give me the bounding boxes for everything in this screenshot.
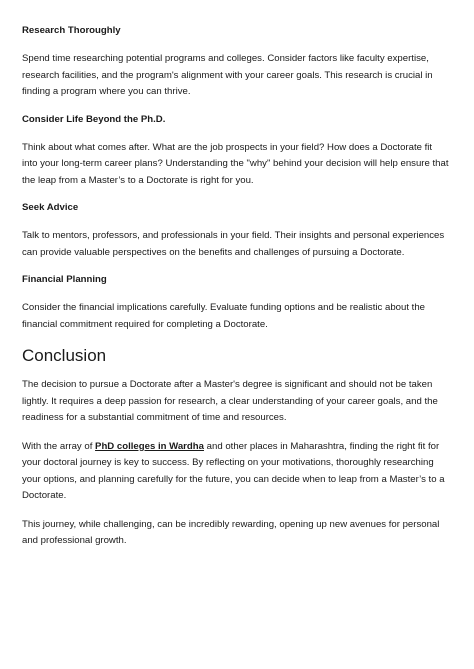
section-conclusion xyxy=(22,345,450,550)
section-body: Spend time researching potential programs and colleges. Consider factors like faculty expertise, research facilities, and the program's alignment with your career goals. This research is crucial in finding a program where you can thrive. xyxy=(22,53,433,97)
section-seek-advice xyxy=(22,201,450,261)
section-heading: Research Thoroughly xyxy=(22,25,121,36)
section-heading: Financial Planning xyxy=(22,274,107,285)
conclusion-paragraph-3: This journey, while challenging, can be incredibly rewarding, opening up new avenues for personal and professional growth. xyxy=(22,518,440,546)
section-financial-planning xyxy=(22,273,450,333)
phd-colleges-wardha-link[interactable]: PhD colleges in Wardha xyxy=(95,440,204,452)
conclusion-title: Conclusion xyxy=(22,346,107,365)
section-research xyxy=(22,24,450,101)
section-body: Consider the financial implications carefully. Evaluate funding options and be realistic about the financial commitment required for completing a Doctorate. xyxy=(22,302,425,330)
section-heading: Consider Life Beyond the Ph.D. xyxy=(22,113,166,125)
section-body: Think about what comes after. What are the job prospects in your field? How does a Doctorate fit into your long-term career plans? Understanding the "why" behind your decision will help ensure that the leap from a Master’s to a Doctorate is right for you. xyxy=(22,141,449,186)
section-body: Talk to mentors, professors, and professionals in your field. Their insights and personal experiences can provide valuable perspectives on the benefits and challenges of pursuing a Doctorate. xyxy=(22,230,445,258)
section-heading: Seek Advice xyxy=(22,202,79,213)
conclusion-paragraph-1: The decision to pursue a Doctorate after a Master's degree is significant and should not be taken lightly. It requires a deep passion for research, a clear understanding of your career goals, and the readiness for a substantial commitment of time and resources. xyxy=(22,379,438,423)
section-beyond-phd xyxy=(22,113,450,190)
paragraph-text: With the array of xyxy=(22,440,96,452)
paragraph-text: and other places in Maharashtra, finding the right fit for your doctoral journey is key to success. By reflecting on your motivations, thoroughly researching your options, and planning carefully for the future, you can decide when to leap from a Master’s to a Doctorate. xyxy=(22,440,445,501)
conclusion-paragraph-2 xyxy=(22,439,450,505)
